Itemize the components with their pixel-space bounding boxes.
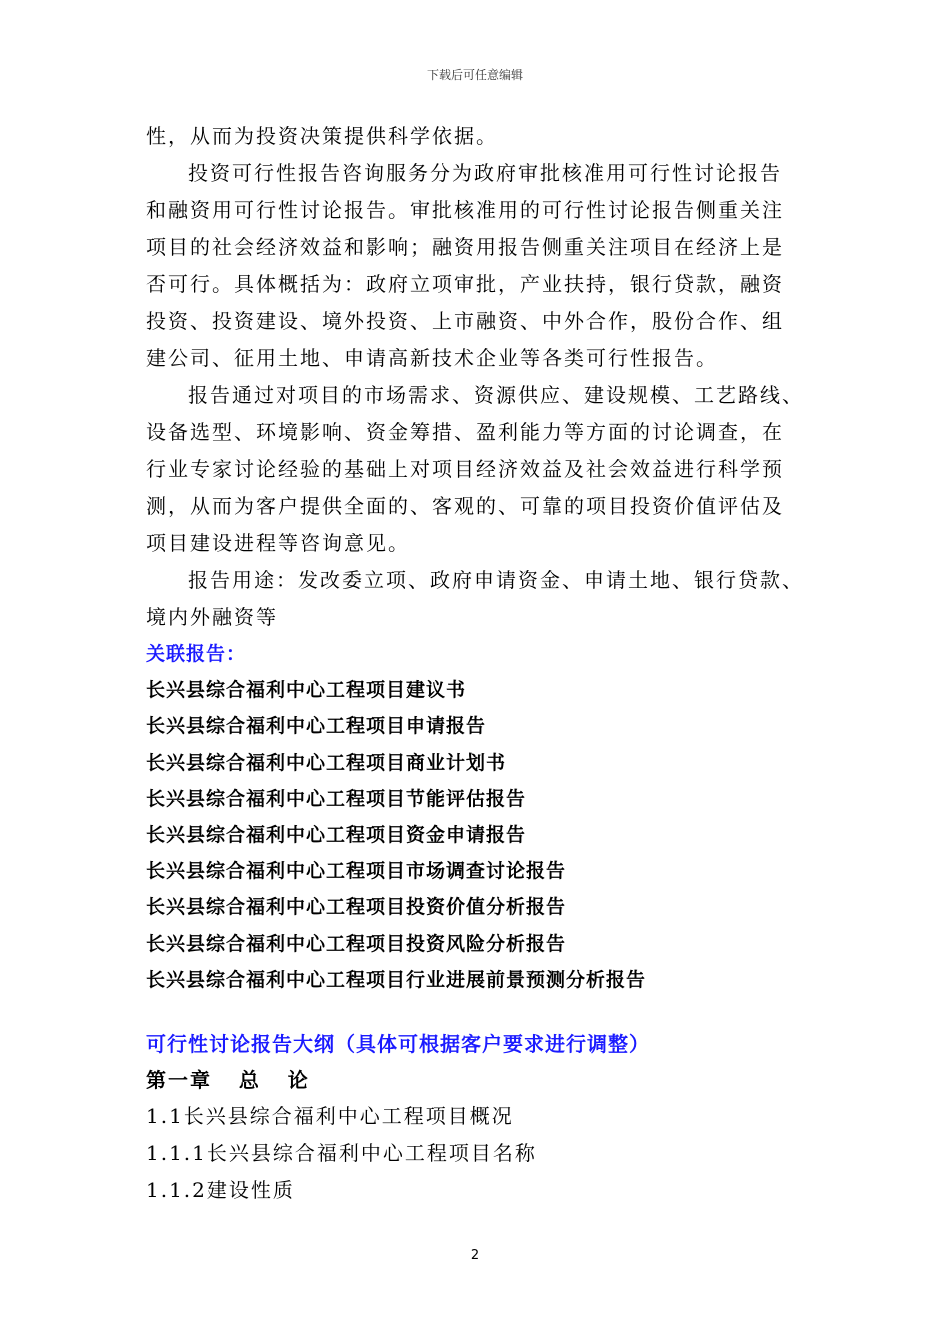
body-line: 报告通过对项目的市场需求、资源供应、建设规模、工艺路线、 bbox=[188, 383, 804, 407]
page-number: 2 bbox=[470, 1248, 480, 1263]
body-line: 设备选型、环境影响、资金筹措、盈利能力等方面的讨论调查，在 bbox=[146, 420, 784, 444]
related-report-link[interactable]: 长兴县综合福利中心工程项目市场调查讨论报告 bbox=[146, 860, 567, 883]
related-report-link[interactable]: 长兴县综合福利中心工程项目行业进展前景预测分析报告 bbox=[146, 968, 647, 991]
related-report-link[interactable]: 长兴县综合福利中心工程项目资金申请报告 bbox=[146, 824, 527, 847]
related-report-link[interactable]: 长兴县综合福利中心工程项目投资价值分析报告 bbox=[146, 896, 567, 919]
body-line: 投资可行性报告咨询服务分为政府审批核准用可行性讨论报告 bbox=[188, 161, 782, 185]
toc-entry: 1.1长兴县综合福利中心工程项目概况 bbox=[146, 1104, 514, 1129]
related-report-link[interactable]: 长兴县综合福利中心工程项目申请报告 bbox=[146, 715, 487, 738]
body-line: 和融资用可行性讨论报告。审批核准用的可行性讨论报告侧重关注 bbox=[146, 198, 784, 222]
spacer bbox=[146, 998, 826, 1026]
related-reports-heading: 关联报告： bbox=[146, 643, 247, 665]
outline-title: 可行性讨论报告大纲（具体可根据客户要求进行调整） bbox=[146, 1032, 650, 1057]
body-line: 项目的社会经济效益和影响；融资用报告侧重关注项目在经济上是 bbox=[146, 235, 784, 259]
body-line: 境内外融资等 bbox=[146, 605, 278, 629]
page-header: 下载后可任意编辑 bbox=[426, 68, 523, 82]
related-report-link[interactable]: 长兴县综合福利中心工程项目投资风险分析报告 bbox=[146, 932, 567, 955]
related-report-link[interactable]: 长兴县综合福利中心工程项目节能评估报告 bbox=[146, 787, 527, 810]
body-line: 测，从而为客户提供全面的、客观的、可靠的项目投资价值评估及 bbox=[146, 494, 784, 518]
body-line: 报告用途：发改委立项、政府申请资金、申请土地、银行贷款、 bbox=[188, 568, 804, 592]
related-report-link[interactable]: 长兴县综合福利中心工程项目商业计划书 bbox=[146, 751, 507, 774]
body-line: 建公司、征用土地、申请高新技术企业等各类可行性报告。 bbox=[146, 346, 718, 370]
document-body bbox=[146, 118, 826, 1209]
body-line: 项目建设进程等咨询意见。 bbox=[146, 531, 410, 555]
toc-entry: 1.1.2建设性质 bbox=[146, 1178, 295, 1203]
body-line: 性，从而为投资决策提供科学依据。 bbox=[146, 124, 498, 148]
toc-entry: 1.1.1长兴县综合福利中心工程项目名称 bbox=[146, 1141, 537, 1166]
related-report-link[interactable]: 长兴县综合福利中心工程项目建议书 bbox=[146, 679, 467, 702]
chapter-heading: 第一章 总 论 bbox=[146, 1068, 310, 1093]
body-line: 否可行。具体概括为：政府立项审批，产业扶持，银行贷款，融资 bbox=[146, 272, 784, 296]
body-line: 投资、投资建设、境外投资、上市融资、中外合作，股份合作、组 bbox=[146, 309, 784, 333]
body-line: 行业专家讨论经验的基础上对项目经济效益及社会效益进行科学预 bbox=[146, 457, 784, 481]
